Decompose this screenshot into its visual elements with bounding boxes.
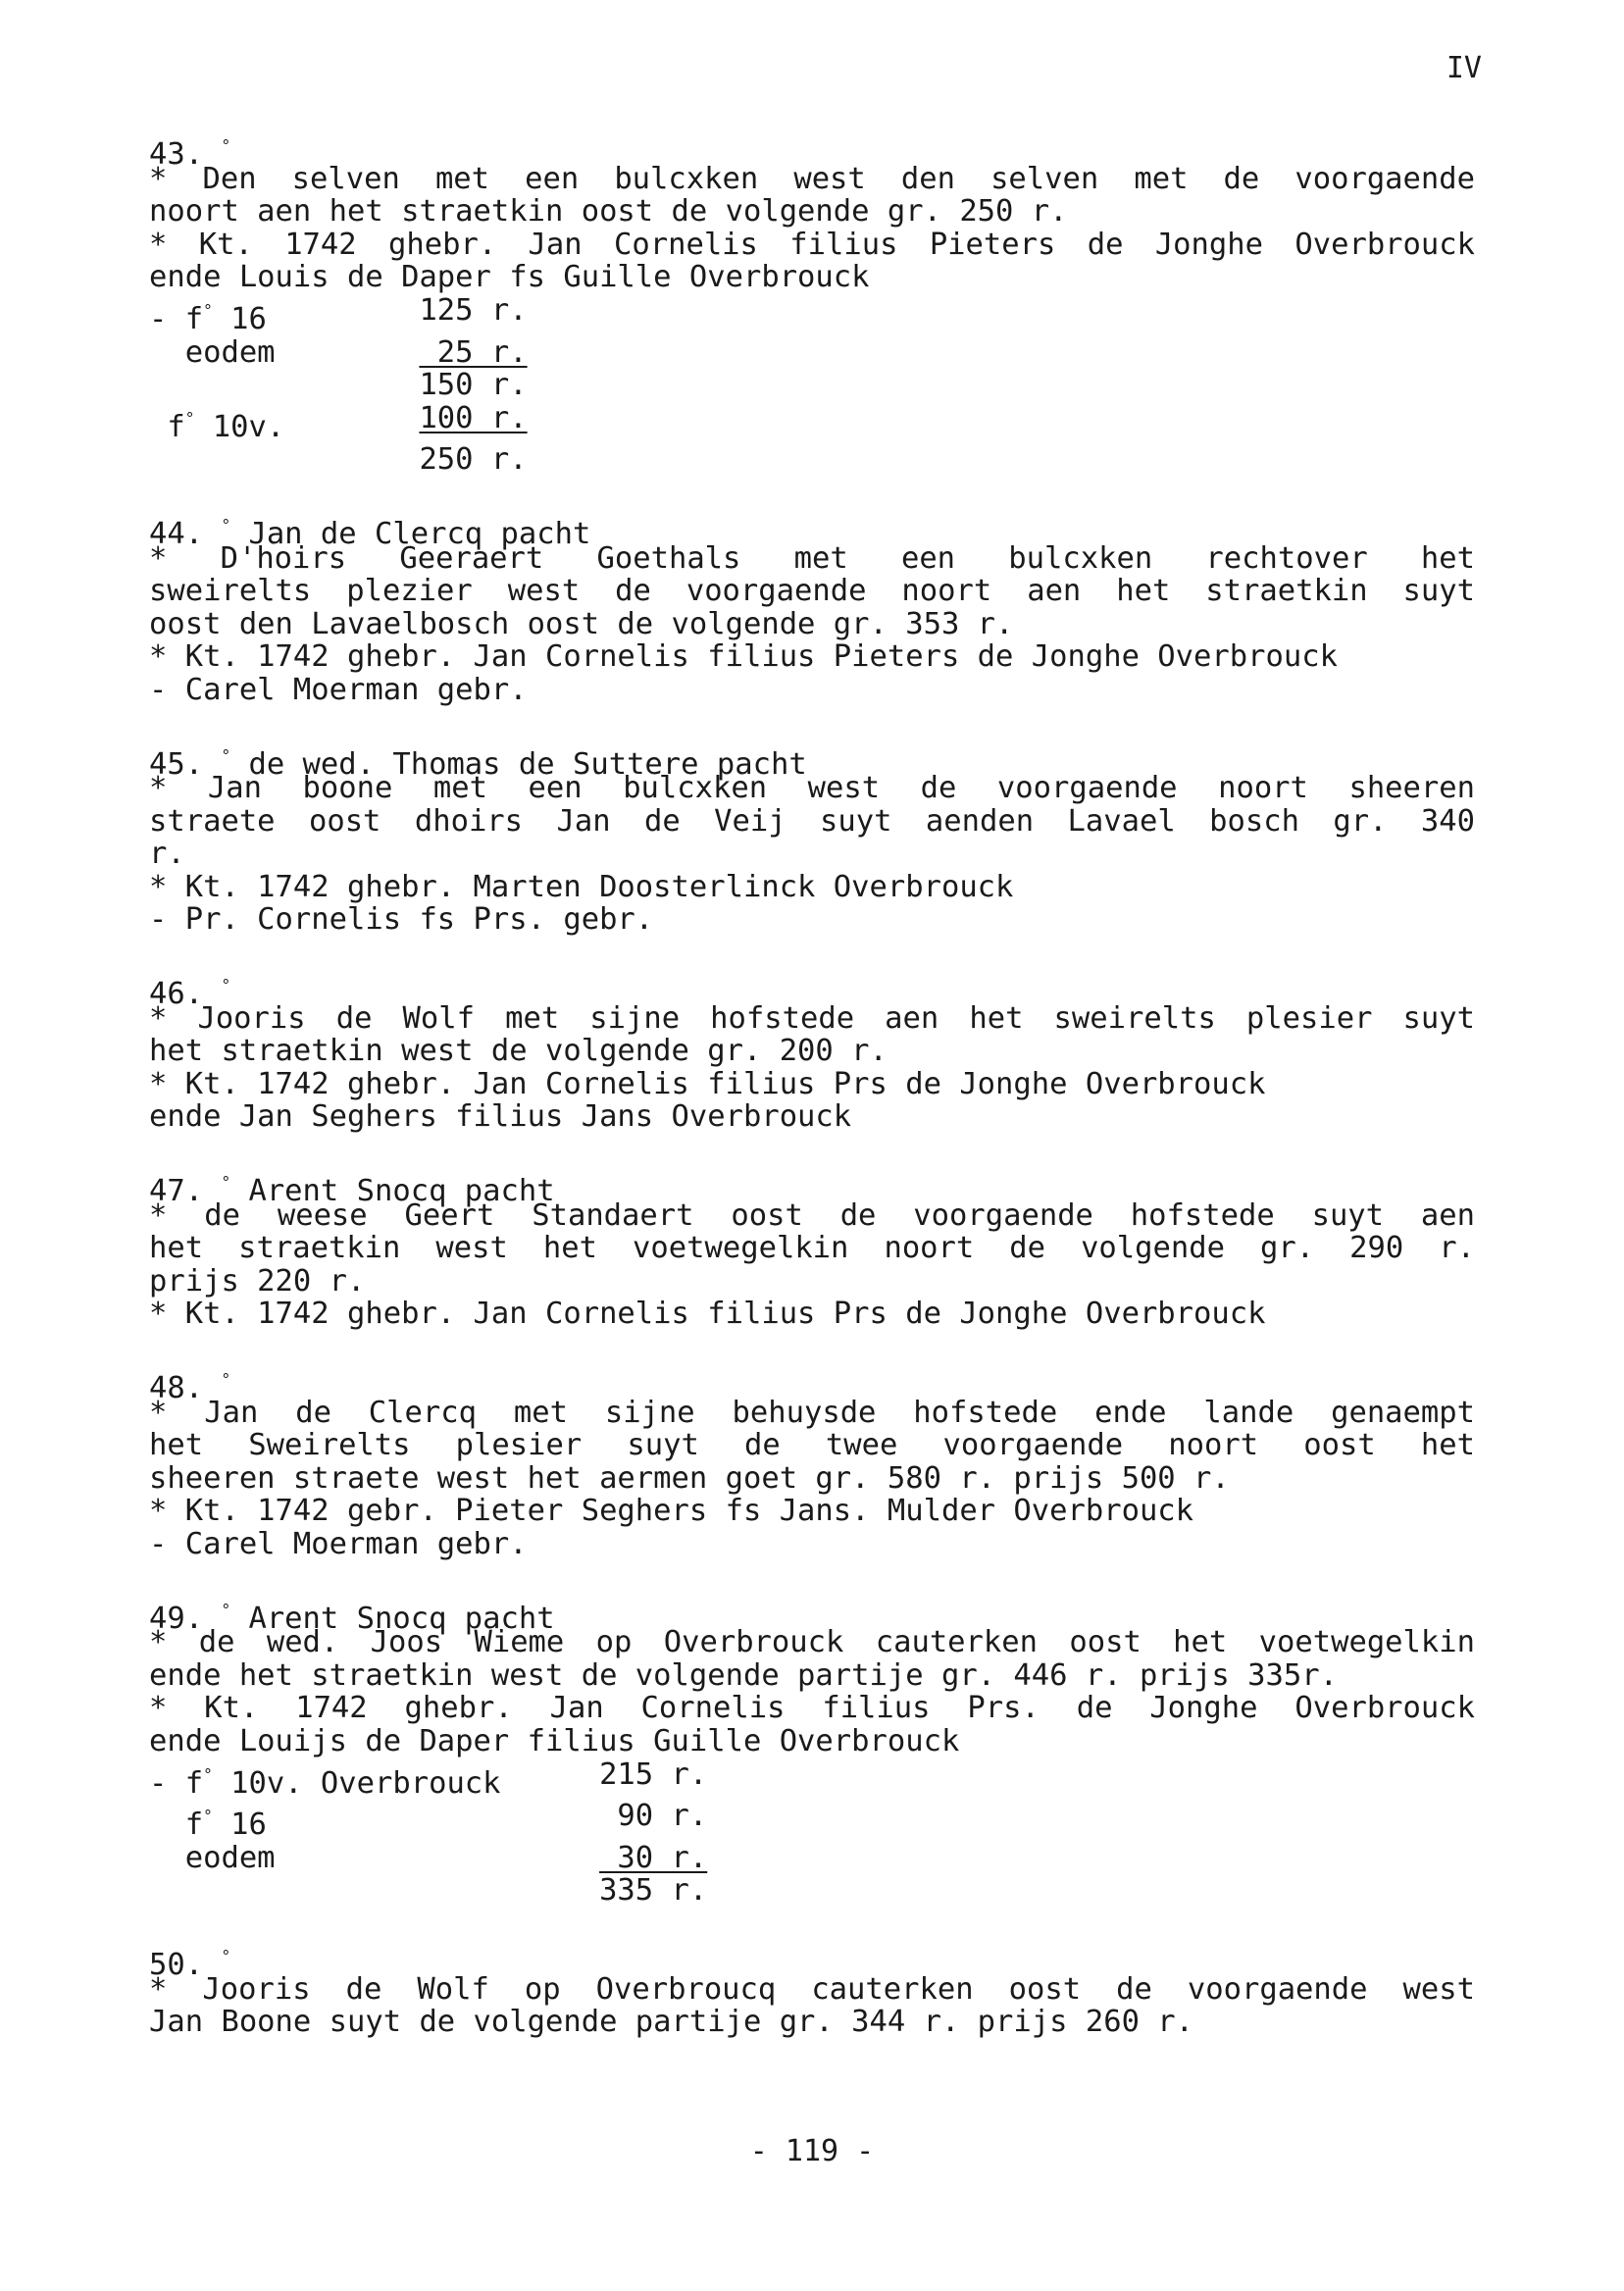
- entry-line: r.: [149, 837, 185, 872]
- entry: [149, 1363, 1475, 1561]
- degree-mark: °: [221, 1370, 231, 1389]
- entry-line: * D'hoirs Geeraert Goethals met een bulcxken rechtover het: [149, 540, 1475, 576]
- degree-mark: °: [221, 1173, 231, 1193]
- entry-line: - Carel Moerman gebr.: [149, 672, 528, 707]
- entry-line: * Jooris de Wolf met sijne hofstede aen het sweirelts plesier suyt: [149, 1000, 1475, 1036]
- entry-line: * Kt. 1742 ghebr. Jan Cornelis filius Pieters de Jonghe Overbrouck: [149, 639, 1338, 675]
- calculation-value: 125 r.: [419, 292, 528, 328]
- entry-line: ende Louijs de Daper filius Guille Overbrouck: [149, 1723, 960, 1758]
- calculation-value: 25 r.: [419, 334, 528, 370]
- entry-line: - Pr. Cornelis fs Prs. gebr.: [149, 902, 654, 938]
- entry: [149, 1940, 1475, 2039]
- entry-line: ende Louis de Daper fs Guille Overbrouck: [149, 260, 870, 295]
- calculation-row: [149, 336, 528, 370]
- calculation-label: [149, 369, 419, 402]
- calculation-label: - f° 10v. Overbrouck: [149, 1764, 501, 1801]
- calculation-label: eodem: [149, 334, 276, 370]
- entry-heading: 50. °: [149, 1946, 231, 1982]
- calculation-row: [149, 1874, 707, 1908]
- entry: [149, 129, 1475, 477]
- entry-line: * Den selven met een bulcxken west den selven met de voorgaende: [149, 161, 1475, 196]
- entry-line: het Sweirelts plesier suyt de twee voorgaende noort oost het: [149, 1428, 1475, 1463]
- degree-mark: °: [203, 1807, 213, 1826]
- calculation-value: 215 r.: [599, 1756, 708, 1792]
- entry: [149, 1594, 1475, 1908]
- calculation-label: eodem: [149, 1840, 276, 1875]
- entry-line: * Kt. 1742 gebr. Pieter Seghers fs Jans. Mulder Overbrouck: [149, 1494, 1194, 1529]
- entry-line: * Kt. 1742 ghebr. Jan Cornelis filius Prs. de Jonghe Overbrouck: [149, 1691, 1475, 1726]
- calculation-table: [149, 1758, 707, 1908]
- entry-heading: 47. ° Arent Snocq pacht: [149, 1173, 555, 1209]
- entry-heading: 48. °: [149, 1370, 231, 1405]
- degree-mark: °: [221, 976, 231, 995]
- entry-line: * de weese Geert Standaert oost de voorgaende hofstede suyt aen: [149, 1197, 1475, 1233]
- calculation-row: [149, 1758, 707, 1801]
- entry-line: * de wed. Joos Wieme op Overbrouck cauterken oost het voetwegelkin: [149, 1625, 1475, 1660]
- entry-line: * Kt. 1742 ghebr. Jan Cornelis filius Prs de Jonghe Overbrouck: [149, 1297, 1266, 1332]
- entry-heading: 46. °: [149, 976, 231, 1012]
- calculation-value: 150 r.: [419, 368, 528, 403]
- entry-line: Jan Boone suyt de volgende partije gr. 344 r. prijs 260 r.: [149, 2005, 1194, 2040]
- entry-line: ende Jan Seghers filius Jans Overbrouck: [149, 1099, 852, 1135]
- page-roman-numeral: IV: [1446, 51, 1482, 85]
- entry-line: ende het straetkin west de volgende partije gr. 446 r. prijs 335r.: [149, 1657, 1338, 1693]
- calculation-label: [149, 1874, 599, 1908]
- calculation-value: 90 r.: [599, 1799, 708, 1834]
- calculation-row: [149, 402, 528, 444]
- entry-line: prijs 220 r.: [149, 1263, 366, 1298]
- calculation-label: f° 16: [149, 1807, 267, 1843]
- degree-mark: °: [203, 1764, 213, 1784]
- degree-mark: °: [221, 136, 231, 155]
- entry-heading: 44. ° Jan de Clercq pacht: [149, 515, 591, 551]
- entry-line: * Jan de Clercq met sijne behuysde hofstede ende lande genaempt: [149, 1395, 1475, 1430]
- entry-line: * Kt. 1742 ghebr. Jan Cornelis filius Prs de Jonghe Overbrouck: [149, 1066, 1266, 1101]
- calculation-label: f° 10v.: [149, 408, 285, 444]
- entry-line: het straetkin west het voetwegelkin noort de volgende gr. 290 r.: [149, 1231, 1475, 1266]
- entry-heading: 43. °: [149, 136, 231, 172]
- degree-mark: °: [203, 300, 213, 320]
- degree-mark: °: [221, 745, 231, 765]
- calculation-row: [149, 1800, 707, 1842]
- entry-line: het straetkin west de volgende gr. 200 r.: [149, 1034, 888, 1069]
- degree-mark: °: [221, 1600, 231, 1619]
- entry-heading: 45. ° de wed. Thomas de Suttere pacht: [149, 745, 807, 782]
- calculation-row: [149, 294, 528, 336]
- calculation-value: 250 r.: [419, 442, 528, 478]
- entry-heading: 49. ° Arent Snocq pacht: [149, 1600, 555, 1636]
- entry-line: - Carel Moerman gebr.: [149, 1526, 528, 1561]
- calculation-value: 335 r.: [599, 1873, 708, 1909]
- calculation-value: 30 r.: [599, 1840, 708, 1875]
- degree-mark: °: [184, 408, 195, 428]
- calculation-row: [149, 369, 528, 402]
- calculation-label: [149, 443, 419, 477]
- entry-line: * Jooris de Wolf op Overbroucq cauterken oost de voorgaende west: [149, 1971, 1475, 2007]
- entry: [149, 969, 1475, 1134]
- calculation-label: - f° 16: [149, 300, 267, 336]
- entry-line: oost den Lavaelbosch oost de volgende gr. 353 r.: [149, 606, 1014, 641]
- entries-list: [149, 129, 1475, 2071]
- entry-line: * Kt. 1742 ghebr. Jan Cornelis filius Pieters de Jonghe Overbrouck: [149, 227, 1475, 262]
- calculation-row: [149, 443, 528, 477]
- entry: [149, 509, 1475, 707]
- entry-line: sheeren straete west het aermen goet gr. 580 r. prijs 500 r.: [149, 1460, 1230, 1496]
- calculation-table: [149, 294, 528, 477]
- entry-line: * Jan boone met een bulcxken west de voorgaende noort sheeren: [149, 771, 1475, 806]
- entry: [149, 1166, 1475, 1331]
- entry: [149, 739, 1475, 938]
- page-number: - 119 -: [749, 2134, 875, 2168]
- calculation-value: 100 r.: [419, 400, 528, 435]
- entry-line: * Kt. 1742 ghebr. Marten Doosterlinck Overbrouck: [149, 869, 1014, 904]
- entry-line: straete oost dhoirs Jan de Veij suyt aenden Lavael bosch gr. 340: [149, 803, 1475, 839]
- degree-mark: °: [221, 515, 231, 535]
- calculation-row: [149, 1842, 707, 1875]
- entry-line: noort aen het straetkin oost de volgende gr. 250 r.: [149, 194, 1068, 229]
- entry-line: sweirelts plezier west de voorgaende noort aen het straetkin suyt: [149, 574, 1475, 609]
- degree-mark: °: [221, 1946, 231, 1965]
